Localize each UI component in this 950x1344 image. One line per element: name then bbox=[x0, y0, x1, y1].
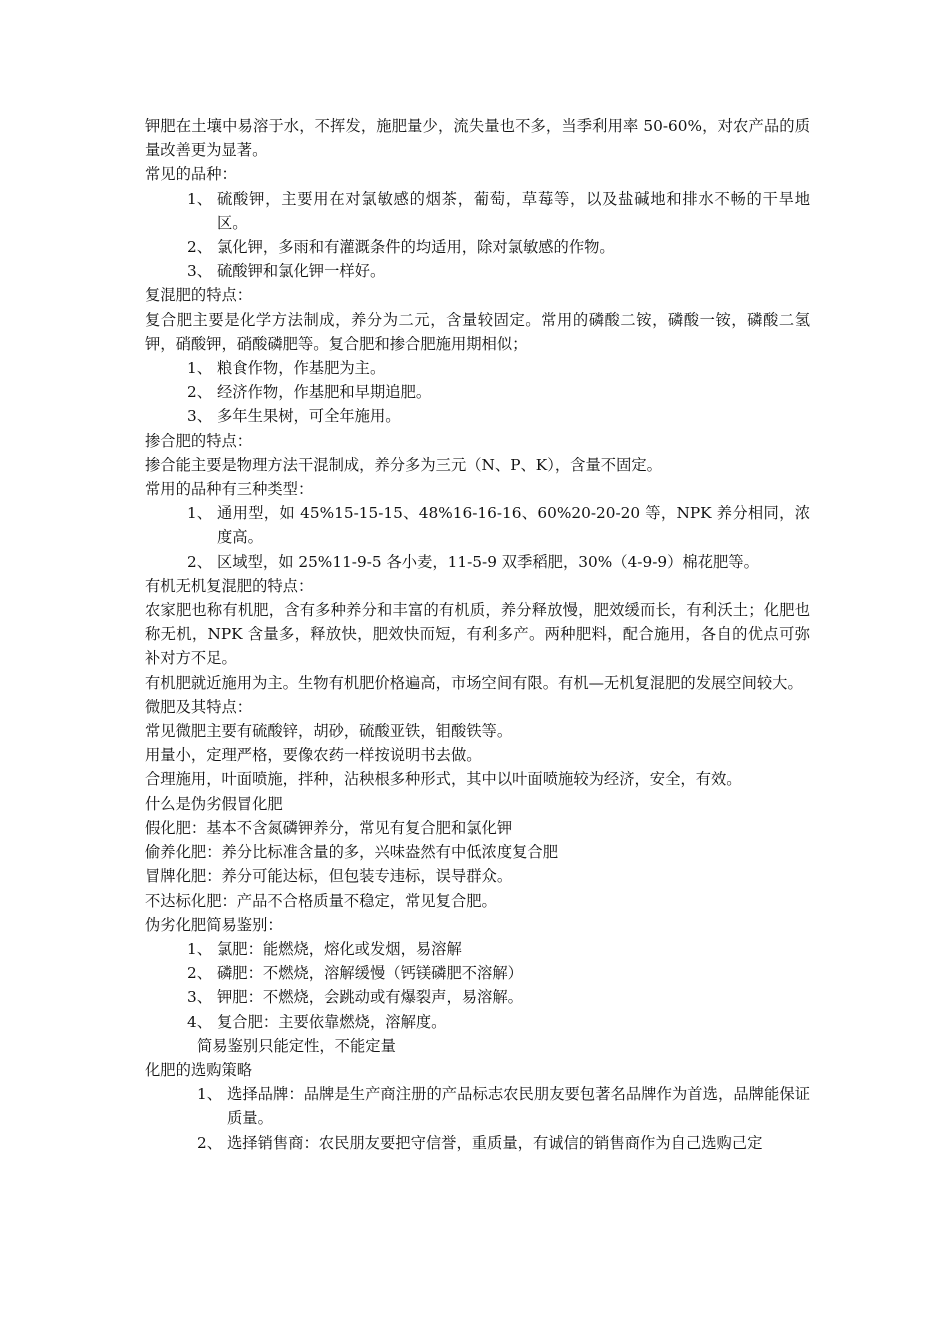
list-item-number: 1、 bbox=[187, 504, 213, 523]
paragraph: 微肥及其特点： bbox=[145, 697, 253, 716]
list-item-number: 2、 bbox=[187, 383, 213, 402]
list-item bbox=[145, 1131, 810, 1155]
list-item bbox=[145, 259, 810, 283]
list-item-text: 硫酸钾和氯化钾一样好。 bbox=[217, 262, 386, 281]
list-item-number: 1、 bbox=[187, 189, 213, 208]
paragraph: 不达标化肥：产品不合格质量不稳定，常见复合肥。 bbox=[145, 891, 497, 910]
list-item bbox=[145, 1010, 810, 1034]
list-item-text: 氯肥：能燃烧，熔化或发烟，易溶解 bbox=[217, 939, 462, 958]
paragraph: 合理施用，叶面喷施，拌种，沾秧根多种形式，其中以叶面喷施较为经济，安全，有效。 bbox=[145, 770, 742, 789]
paragraph: 复混肥的特点： bbox=[145, 286, 253, 305]
list-item-text: 区域型，如 25%11-9-5 各小麦，11-5-9 双季稻肥，30%（4-9-9）棉花肥等。 bbox=[217, 552, 759, 571]
list-item-number: 2、 bbox=[187, 552, 213, 571]
list-item bbox=[145, 187, 810, 235]
list-item bbox=[145, 356, 810, 380]
list-item-number: 4、 bbox=[187, 1012, 213, 1031]
paragraph: 掺合肥的特点： bbox=[145, 431, 253, 450]
paragraph: 有机无机复混肥的特点： bbox=[145, 576, 314, 595]
paragraph: 常见微肥主要有硫酸锌，胡砂，硫酸亚铁，钼酸铁等。 bbox=[145, 722, 513, 741]
list-item-number: 2、 bbox=[187, 964, 213, 983]
list-item-number: 1、 bbox=[197, 1085, 223, 1104]
list-item-number: 3、 bbox=[187, 407, 213, 426]
paragraph: 冒牌化肥：养分可能达标，但包装专违标，误导群众。 bbox=[145, 867, 513, 886]
paragraph: 化肥的选购策略 bbox=[145, 1060, 253, 1079]
paragraph: 伪劣化肥简易鉴别： bbox=[145, 915, 283, 934]
list-item-number: 1、 bbox=[187, 359, 213, 378]
list-item-text: 通用型，如 45%15-15-15、48%16-16-16、60%20-20-20 等，NPK 养分相同，浓度高。 bbox=[217, 504, 810, 547]
list-item-text: 多年生果树，可全年施用。 bbox=[217, 407, 401, 426]
list-item bbox=[145, 404, 810, 428]
list-item-text: 选择销售商：农民朋友要把守信誉，重质量，有诚信的销售商作为自己选购己定 bbox=[227, 1133, 763, 1152]
list-item-text: 经济作物，作基肥和早期追肥。 bbox=[217, 383, 432, 402]
list-item-text: 粮食作物，作基肥为主。 bbox=[217, 359, 386, 378]
list-item-text: 复合肥：主要依靠燃烧，溶解度。 bbox=[217, 1012, 447, 1031]
list-item-number: 3、 bbox=[187, 262, 213, 281]
paragraph: 常用的品种有三种类型： bbox=[145, 480, 314, 499]
list-item-number: 2、 bbox=[197, 1133, 223, 1152]
list-item-text: 氯化钾，多雨和有灌溉条件的均适用，除对氯敏感的作物。 bbox=[217, 238, 615, 257]
list-item bbox=[145, 985, 810, 1009]
paragraph: 农家肥也称有机肥，含有多种养分和丰富的有机质，养分释放慢，肥效缓而长，有利沃土；化肥也称无机，NPK 含量多，释放快，肥效快而短，有利多产。两种肥料，配合施用，各自的优点可弥补对方不足。 bbox=[145, 601, 810, 668]
paragraph: 复合肥主要是化学方法制成，养分为二元，含量较固定。常用的磷酸二铵，磷酸一铵，磷酸二氢钾，硝酸钾，硝酸磷肥等。复合肥和掺合肥施用期相似； bbox=[145, 310, 810, 353]
paragraph: 用量小，定理严格，要像农药一样按说明书去做。 bbox=[145, 746, 482, 765]
list-item bbox=[145, 961, 810, 985]
list-item bbox=[145, 380, 810, 404]
list-item-number: 1、 bbox=[187, 939, 213, 958]
list-item bbox=[145, 235, 810, 259]
list-item bbox=[145, 550, 810, 574]
paragraph: 有机肥就近施用为主。生物有机肥价格遍高，市场空间有限。有机—无机复混肥的发展空间较大。 bbox=[145, 673, 803, 692]
list-item-number: 3、 bbox=[187, 988, 213, 1007]
paragraph: 常见的品种： bbox=[145, 165, 237, 184]
document-page bbox=[145, 114, 810, 1155]
list-item bbox=[145, 1082, 810, 1130]
paragraph: 偷养化肥：养分比标准含量的多，兴味盎然有中低浓度复合肥 bbox=[145, 843, 559, 862]
list-item bbox=[145, 501, 810, 549]
paragraph: 什么是伪劣假冒化肥 bbox=[145, 794, 283, 813]
list-item-text: 钾肥：不燃烧，会跳动或有爆裂声，易溶解。 bbox=[217, 988, 523, 1007]
paragraph: 掺合能主要是物理方法干混制成，养分多为三元（N、P、K），含量不固定。 bbox=[145, 455, 662, 474]
list-item-text: 硫酸钾，主要用在对氯敏感的烟茶，葡萄，草莓等，以及盐碱地和排水不畅的干旱地区。 bbox=[217, 189, 810, 232]
paragraph: 假化肥：基本不含氮磷钾养分，常见有复合肥和氯化钾 bbox=[145, 818, 513, 837]
list-item-text: 磷肥：不燃烧，溶解缓慢（钙镁磷肥不溶解） bbox=[217, 964, 523, 983]
note-line: 简易鉴别只能定性，不能定量 bbox=[197, 1036, 396, 1055]
list-item bbox=[145, 937, 810, 961]
list-item-number: 2、 bbox=[187, 238, 213, 257]
paragraph: 钾肥在土壤中易溶于水，不挥发，施肥量少，流失量也不多，当季利用率 50-60%，对农产品的质量改善更为显著。 bbox=[145, 117, 810, 160]
list-item-text: 选择品牌：品牌是生产商注册的产品标志农民朋友要包著名品牌作为首选，品牌能保证质量。 bbox=[227, 1085, 810, 1128]
